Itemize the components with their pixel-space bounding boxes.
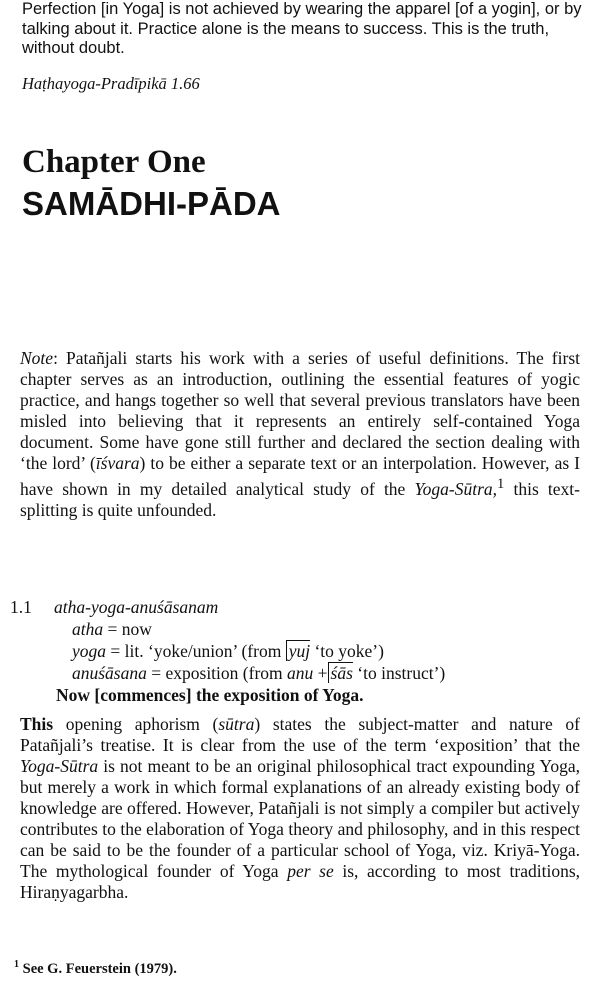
gloss-text: ‘to yoke’): [310, 641, 384, 661]
note-text-2: ) to be either a separate text or an interpolation. However, as I have shown in my detailed analytical study of the: [20, 453, 580, 499]
gloss-text: +: [313, 663, 328, 683]
gloss-anusasana: [10, 662, 580, 684]
gloss-yoga: [10, 640, 580, 662]
commentary-text-2: ) states the subject-matter and nature of Patañjali’s treatise. It is clear from the use of the term ‘exposition’ that the: [20, 714, 580, 755]
verse-heading: [10, 596, 580, 618]
note-text-3: this text-splitting is quite unfounded.: [20, 478, 580, 520]
verse-number: 1.1: [10, 597, 32, 617]
gloss-atha: [10, 618, 580, 640]
commentary-lead: This: [20, 714, 54, 734]
gloss-text: ‘to instruct’): [352, 663, 446, 683]
gloss-prefix: anu: [287, 663, 314, 683]
term-ishvara: īśvara: [95, 453, 140, 473]
epigraph-citation: Haṭhayoga-Pradīpikā 1.66: [22, 74, 200, 93]
gloss-term: atha: [72, 619, 104, 639]
sutra-verse: [10, 596, 580, 706]
gloss-text: = now: [103, 619, 152, 639]
chapter-title: SAMĀDHI-PĀDA: [22, 185, 281, 222]
footnote-marker: 1: [14, 959, 19, 970]
commentary-text-3: is not meant to be an original philosophical tract expounding Yoga, but merely a work in which formal explanations of an already existing body of knowledge are offered. However, Patañjali is not simply a compiler but actively contributes to the elaboration of Yoga theory and philosophy, and in this respect can be said to be the founder of a particular school of Yoga, viz. Kriyā-Yoga. The mythological founder of Yoga: [20, 756, 580, 881]
gloss-text: = lit. ‘yoke/union’ (from: [106, 641, 286, 661]
term-sutra: sūtra: [218, 714, 255, 734]
title-yoga-sutra: Yoga-Sūtra,: [414, 478, 498, 499]
note-text-1: : Patañjali starts his work with a series of useful definitions. The first chapter serves as an introduction, outlining the essential features of yogic practice, and hangs together so well that several previous translators have been misled into believing that it represents an entirely self-contained Yoga document. Some have gone still further and declared the section dealing with ‘the lord’ (: [20, 348, 580, 473]
gloss-term: anuśāsana: [72, 663, 147, 683]
verse-translation: Now [commences] the exposition of Yoga.: [56, 685, 364, 705]
commentary-paragraph: [20, 714, 580, 903]
verse-sanskrit: atha-yoga-anuśāsanam: [54, 597, 219, 617]
term-per-se: per se: [287, 861, 334, 881]
note-paragraph: [20, 348, 580, 521]
title-yoga-sutra: Yoga-Sūtra: [20, 756, 99, 776]
gloss-text: = exposition (from: [146, 663, 288, 683]
commentary-text-4: is, according to most traditions, Hiraṇyagarbha.: [20, 861, 581, 902]
note-label: Note: [20, 348, 54, 368]
footnote: [14, 956, 177, 978]
commentary-text-1: opening aphorism (: [53, 714, 219, 734]
gloss-term: yoga: [72, 641, 107, 661]
verbal-root: śās: [328, 662, 353, 683]
chapter-number: Chapter One: [22, 144, 206, 180]
footnote-text: See G. Feuerstein (1979).: [19, 960, 177, 977]
footnote-reference: 1: [497, 476, 505, 492]
epigraph: Perfection [in Yoga] is not achieved by wearing the apparel [of a yogin], or by talking about it. Practice alone is the means to success. This is the truth, without doubt.: [22, 0, 582, 57]
verbal-root: yuj: [286, 640, 310, 661]
